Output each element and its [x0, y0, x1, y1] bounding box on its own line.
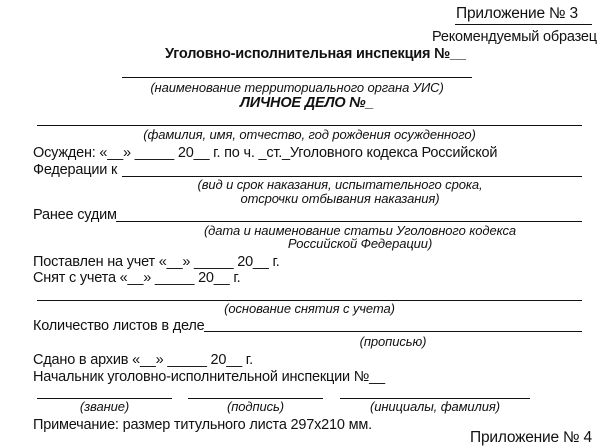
convict-name-caption: (фамилия, имя, отчество, год рождения осужденного) [143, 127, 476, 142]
punishment-caption-1: (вид и срок наказания, испытательного срока, [197, 177, 483, 192]
previously-convicted-label: Ранее судим [33, 207, 117, 223]
inspection-name-line [122, 77, 472, 78]
initials-caption: (инициалы, фамилия) [370, 399, 500, 414]
article-caption-1: (дата и наименование статьи Уголовного кодекса [203, 223, 517, 238]
territorial-body-caption: (наименование территориального органа УИС) [150, 80, 444, 95]
title-caption: (звание) [79, 399, 130, 414]
signature-caption: (подпись) [226, 399, 285, 414]
previously-convicted-line [116, 221, 582, 222]
note-line: Примечание: размер титульного листа 297x210 мм. [33, 417, 372, 433]
sheet-count-line [204, 331, 582, 332]
punishment-caption-2: отсрочки отбывания наказания) [240, 191, 440, 206]
personal-file-title: ЛИЧНОЕ ДЕЛО №_ [240, 95, 374, 111]
head-of-inspection-line: Начальник уголовно-исполнительной инспекции №__ [33, 369, 385, 385]
deregistered-line: Снят с учета «__» _____ 20__ г. [33, 270, 241, 286]
recommended-sample-label: Рекомендуемый образец [432, 29, 597, 45]
registered-line: Поставлен на учет «__» _____ 20__ г. [33, 254, 280, 270]
next-appendix-fragment: Приложение № 4 [470, 429, 592, 446]
appendix-number: Приложение № 3 [456, 5, 578, 22]
in-words-caption: (прописью) [359, 334, 427, 349]
deregistration-reason-caption: (основание снятия с учета) [224, 301, 395, 316]
convict-name-line [37, 125, 582, 126]
inspection-title: Уголовно-исполнительная инспекция №__ [165, 46, 466, 62]
appendix-underline [455, 24, 592, 25]
federation-label: Федерации к [33, 162, 118, 178]
sheet-count-label: Количество листов в деле [33, 318, 205, 334]
archived-line: Сдано в архив «__» _____ 20__ г. [33, 352, 253, 368]
article-caption-2: Российской Федерации) [287, 236, 433, 251]
convicted-line: Осужден: «__» _____ 20__ г. по ч. _ст._Уголовного кодекса Российской [33, 145, 498, 161]
